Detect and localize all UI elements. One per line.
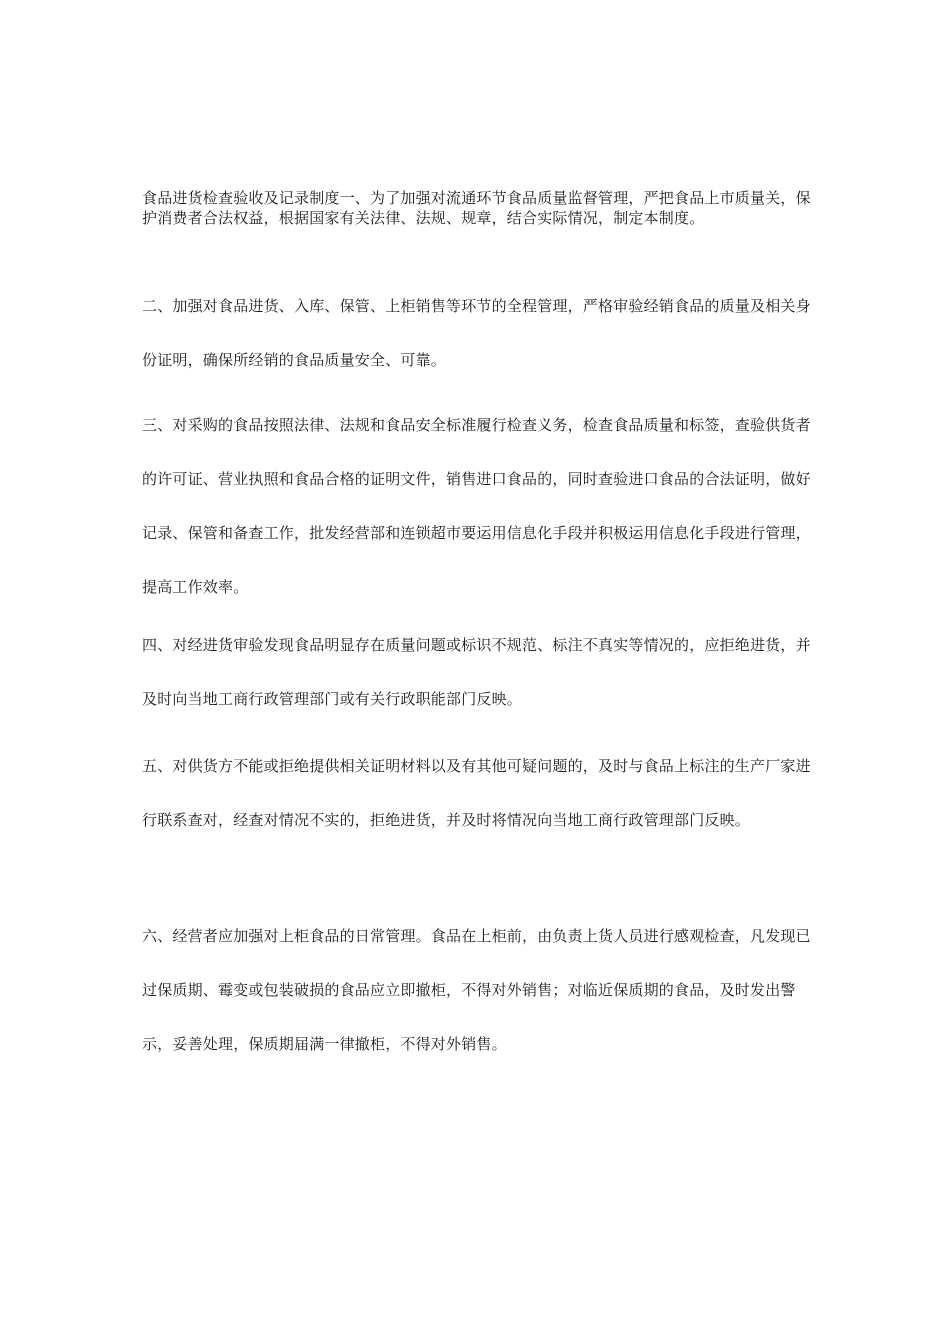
paragraph-section-6: 六、经营者应加强对上柜食品的日常管理。食品在上柜前，由负责上货人员进行感观检查，凡发现已过保质期、霉变或包装破损的食品应立即撤柜，不得对外销售；对临近保质期的食品，及时发出警示，妥善处理，保质期届满一律撤柜，不得对外销售。 xyxy=(142,927,811,1053)
paragraph-intro: 食品进货检查验收及记录制度一、为了加强对流通环节食品质量监督管理，严把食品上市质量关，保护消费者合法权益，根据国家有关法律、法规、规章，结合实际情况，制定本制度。 xyxy=(142,189,811,227)
paragraph-section-5: 五、对供货方不能或拒绝提供相关证明材料以及有其他可疑问题的，及时与食品上标注的生产厂家进行联系查对，经查对情况不实的，拒绝进货，并及时将情况向当地工商行政管理部门反映。 xyxy=(142,757,811,829)
paragraph-section-2: 二、加强对食品进货、入库、保管、上柜销售等环节的全程管理，严格审验经销食品的质量及相关身份证明，确保所经销的食品质量安全、可靠。 xyxy=(142,297,811,369)
paragraph-section-4: 四、对经进货审验发现食品明显存在质量问题或标识不规范、标注不真实等情况的，应拒绝进货，并及时向当地工商行政管理部门或有关行政职能部门反映。 xyxy=(142,636,811,708)
paragraph-section-3: 三、对采购的食品按照法律、法规和食品安全标准履行检查义务，检查食品质量和标签，查验供货者的许可证、营业执照和食品合格的证明文件，销售进口食品的，同时查验进口食品的合法证明，做好记录、保管和备查工作，批发经营部和连锁超市要运用信息化手段并积极运用信息化手段进行管理，提高工作效率。 xyxy=(142,416,811,596)
